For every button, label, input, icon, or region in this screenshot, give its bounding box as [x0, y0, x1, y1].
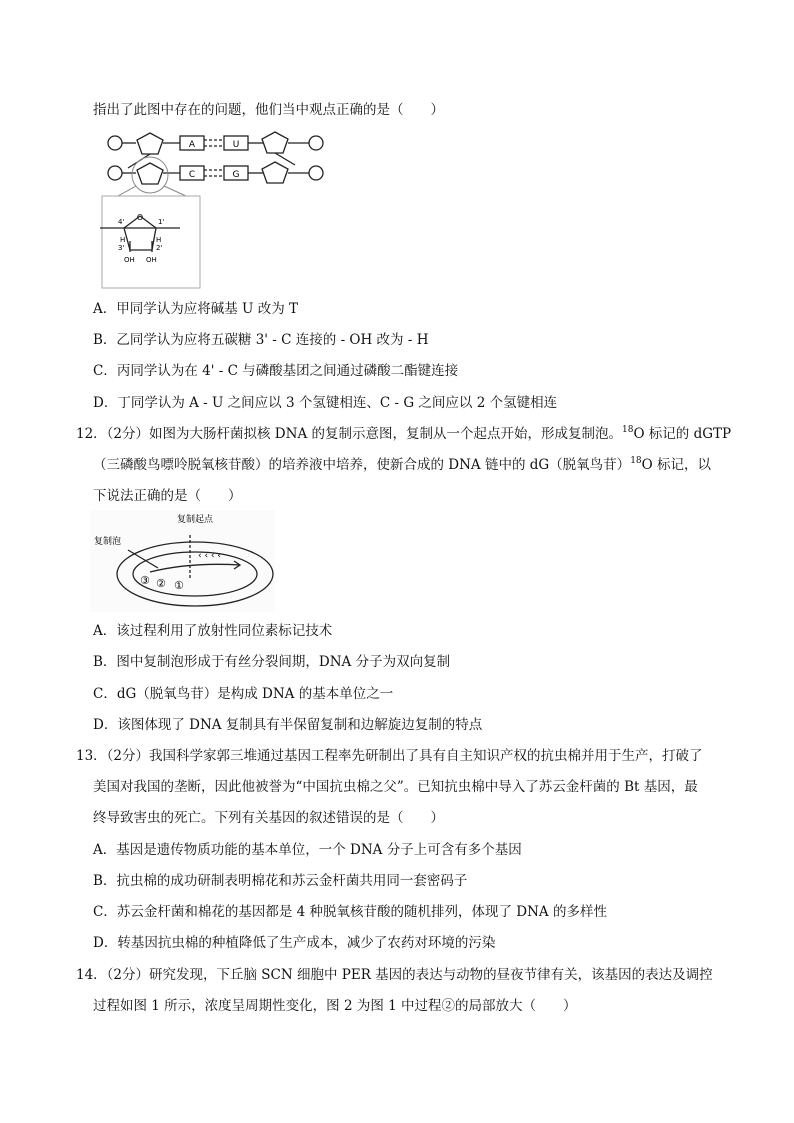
q12-stem-line1: 12．（2分）如图为大肠杆菌拟核 DNA 的复制示意图，复制从一个起点开始，形成复制泡。$^{18}$O 标记的 dGTP — [76, 425, 732, 442]
q13-option-d: D．转基因抗虫棉的种植降低了生产成本，减少了农药对环境的污染 — [93, 935, 496, 951]
pentose-1 — [137, 133, 163, 154]
q12-option-d: D．该图体现了 DNA 复制具有半保留复制和边解旋边复制的特点 — [93, 717, 483, 733]
q13-option-a: A．基因是遗传物质功能的基本单位，一个 DNA 分子上可含有多个基因 — [93, 842, 522, 858]
q12-replication-diagram — [90, 510, 275, 612]
base-c-label: C — [188, 170, 196, 180]
q13-option-c: C．苏云金杆菌和棉花的基因都是 4 种脱氧核苷酸的随机排列，体现了 DNA 的多样性 — [93, 904, 607, 920]
base-g-label: G — [232, 170, 240, 180]
phosphate-2 — [309, 136, 323, 150]
origin-label: 复制起点 — [176, 515, 214, 525]
phosphate-4 — [309, 166, 323, 180]
q12-option-c: C．dG（脱氧鸟苷）是构成 DNA 的基本单位之一 — [93, 686, 394, 702]
marker-1: ① — [174, 579, 184, 592]
q11-option-d: D．丁同学认为 A - U 之间应以 3 个氢键相连、C - G 之间应以 2 个氢键相连 — [93, 395, 558, 411]
phosphate-3 — [108, 166, 122, 180]
q14-stem-line1: 14．（2分）研究发现，下丘脑 SCN 细胞中 PER 基因的表达与动物的昼夜节律有关，该基因的表达及调控 — [76, 967, 713, 983]
q12-option-b: B．图中复制泡形成于有丝分裂间期，DNA 分子为双向复制 — [93, 654, 451, 670]
ring-oxygen-label: O — [136, 213, 144, 222]
c1-label: 1' — [158, 218, 165, 226]
q12-stem-line3: 下说法正确的是（ ） — [93, 488, 242, 504]
oh-label-right: OH — [146, 256, 157, 264]
base-u-label: U — [232, 140, 240, 150]
q14-stem-line2: 过程如图 1 所示，浓度呈周期性变化，图 2 为图 1 中过程②的局部放大（ ） — [93, 998, 577, 1014]
marker-2: ② — [156, 577, 166, 590]
q11-stem-tail: 指出了此图中存在的问题，他们当中观点正确的是（ ） — [93, 102, 444, 118]
pentose-4 — [262, 162, 288, 183]
q11-option-b: B．乙同学认为应将五碳糖 3' - C 连接的 - OH 改为 - H — [93, 332, 429, 348]
phosphate-1 — [108, 136, 122, 150]
bubble-label: 复制泡 — [94, 537, 122, 547]
q13-option-b: B．抗虫棉的成功研制表明棉花和苏云金杆菌共用同一套密码子 — [93, 873, 468, 889]
c3-label: 3' — [118, 244, 125, 252]
c2-label: 2' — [156, 244, 163, 252]
base-a-label: A — [188, 140, 196, 150]
q11-nucleotide-diagram — [100, 128, 340, 293]
pentose-3 — [137, 163, 163, 184]
h-label-right: H — [156, 236, 162, 244]
oh-label-left: OH — [124, 256, 135, 264]
h-label-left: H — [120, 236, 126, 244]
q13-stem-line3: 终导致害虫的死亡。下列有关基因的叙述错误的是（ ） — [93, 810, 444, 826]
q11-option-a: A．甲同学认为应将碱基 U 改为 T — [93, 301, 299, 317]
q12-option-a: A．该过程利用了放射性同位素标记技术 — [93, 623, 333, 639]
zoom-box — [102, 196, 200, 288]
q13-stem-line2: 美国对我国的垄断，因此他被誉为“中国抗虫棉之父”。已知抗虫棉中导入了苏云金杆菌的 Bt 基因，最 — [93, 779, 698, 795]
arrows-left: ‹ ‹ ‹ ‹ — [198, 551, 221, 561]
q13-stem-line1: 13．（2分）我国科学家郭三堆通过基因工程率先研制出了具有自主知识产权的抗虫棉并用于生产，打破了 — [76, 748, 703, 764]
c4-label: 4' — [118, 218, 125, 226]
q12-stem-line2: （三磷酸鸟嘌呤脱氧核苷酸）的培养液中培养，使新合成的 DNA 链中的 dG（脱氧鸟苷）$^{18}$O 标记，以 — [93, 456, 711, 473]
pentose-2 — [262, 132, 288, 153]
q11-option-c: C．丙同学认为在 4' - C 与磷酸基团之间通过磷酸二酯键连接 — [93, 363, 459, 379]
marker-3: ③ — [140, 574, 150, 587]
